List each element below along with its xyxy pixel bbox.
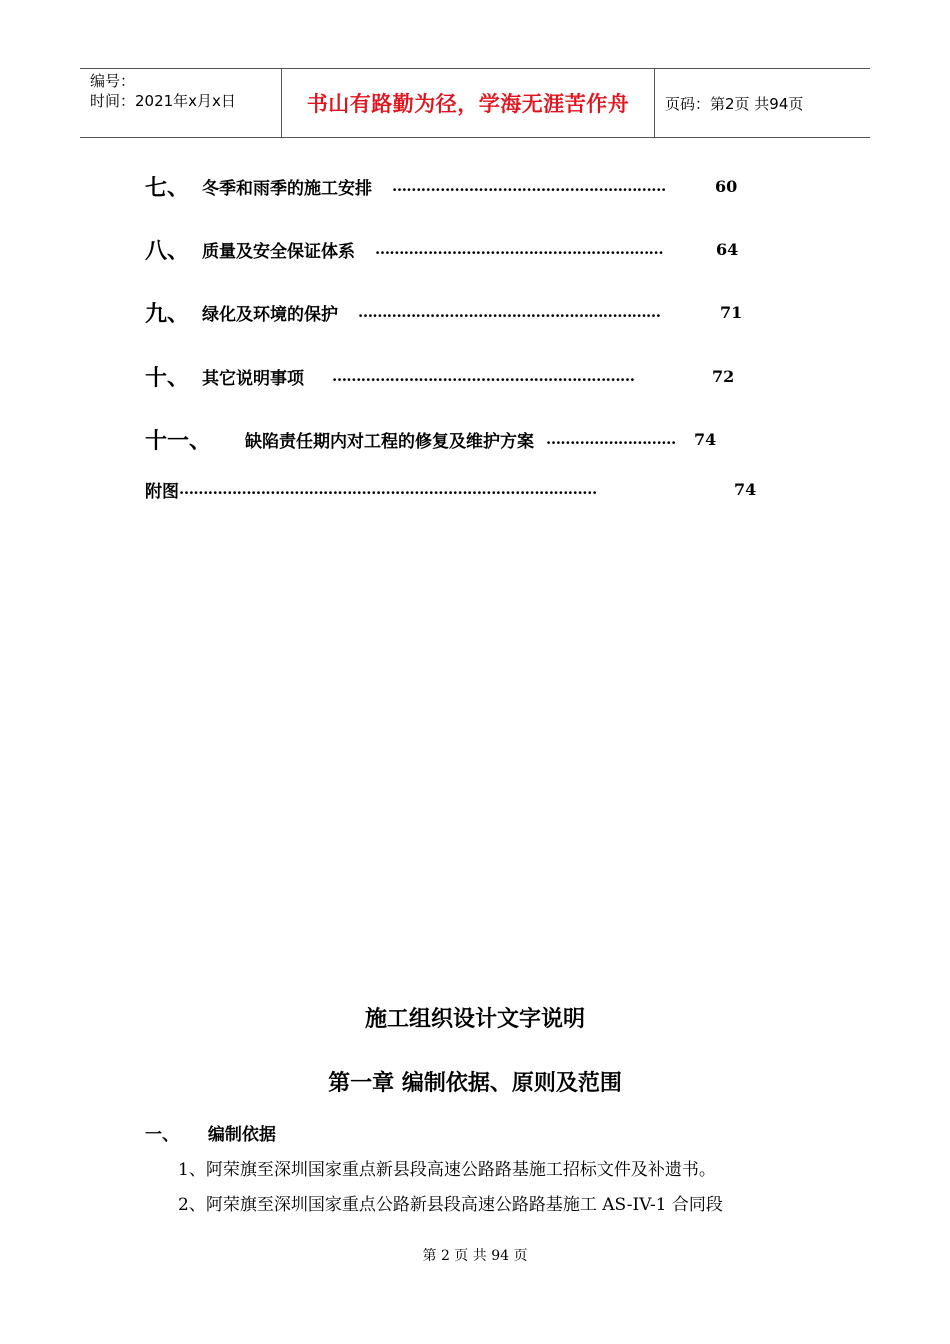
header-motto: 书山有路勤为径，学海无涯苦作舟 [282,69,655,137]
toc-entry-title: 附图 [145,481,179,502]
toc-entry-title: 质量及安全保证体系 [202,241,355,262]
toc-entry-page: 60 [715,176,738,196]
toc-leader-dots: ……………………………………………………… [358,303,661,321]
page-header [80,68,870,138]
chapter-title: 第一章 编制依据、原则及范围 [328,1071,622,1096]
toc-entry-page: 71 [720,302,743,322]
section-title: 编制依据 [207,1125,276,1145]
toc-entry [145,171,737,201]
toc-entry-title: 缺陷责任期内对工程的修复及维护方案 [245,431,534,452]
toc-entry-page: 72 [712,366,735,386]
section-number: 一、 [145,1125,179,1145]
toc-entry-page: 64 [716,239,739,259]
toc-entry [145,474,756,504]
toc-entry-number: 八、 [145,237,190,264]
toc-entry-number: 七、 [145,174,190,201]
toc-entry-page: 74 [694,429,717,449]
toc-entry [145,234,738,264]
document-date: 时间：2021年x月x日 [90,92,236,110]
section-heading [145,1120,276,1145]
toc-entry [145,361,734,391]
toc-entry-title: 绿化及环境的保护 [202,304,338,325]
toc-leader-dots: …………………………………………………………………………… [179,480,597,498]
toc-entry-page: 74 [734,479,757,499]
header-meta [80,69,282,137]
toc-leader-dots: ……………………………………………………… [332,367,635,385]
toc-leader-dots: ……………………… [546,430,676,448]
toc-entry [145,297,742,327]
document-title: 施工组织设计文字说明 [364,1007,585,1032]
toc-leader-dots: ………………………………………………… [392,177,666,195]
document-number-label: 编号： [90,72,136,90]
toc-entry-number: 九、 [145,300,190,327]
toc-leader-dots: …………………………………………………… [375,240,664,258]
toc-entry [145,424,716,454]
body-paragraph: 1、阿荣旗至深圳国家重点新县段高速公路路基施工招标文件及补遗书。 [178,1160,716,1180]
body-paragraph: 2、阿荣旗至深圳国家重点公路新县段高速公路路基施工 AS-IV-1 合同段 [178,1195,723,1215]
page-footer: 第 2 页 共 94 页 [422,1248,528,1264]
toc-entry-number: 十、 [145,364,190,391]
header-page-number: 页码：第2页 共94页 [665,94,804,113]
toc-entry-title: 其它说明事项 [202,368,304,389]
toc-entry-number: 十一、 [145,427,212,454]
toc-entry-title: 冬季和雨季的施工安排 [202,178,372,199]
